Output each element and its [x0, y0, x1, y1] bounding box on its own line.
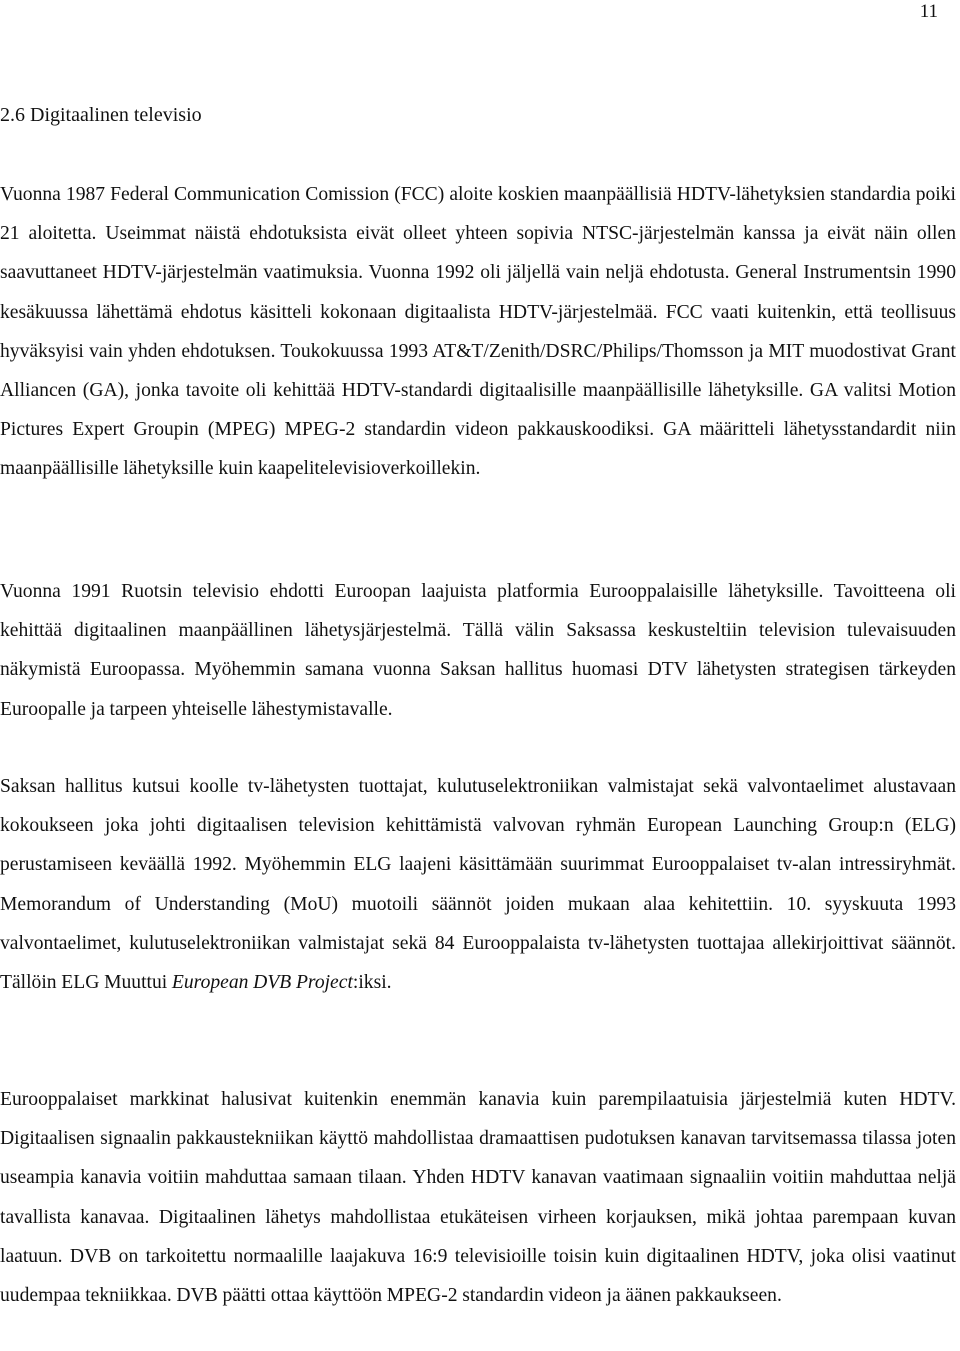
- dvb-project-name: European DVB Project: [171, 972, 353, 994]
- paragraph-sweden-proposal: Vuonna 1991 Ruotsin televisio ehdotti Euroopan laajuista platformia Eurooppalaisille lähetyksille. Tavoitteena oli kehittää digitaalinen maanpäällinen lähetysjärjestelmä. Tällä välin Saksassa keskusteltiin television tulevaisuuden näkymistä Euroopassa. Myöhemmin samana vuonna Saksan hallitus huomasi DTV lähetysten strategisen tärkeyden Euroopalle ja tarpeen yhteiselle lähestymistavalle.: [0, 581, 956, 720]
- paragraph-elg-suffix: :iksi.: [352, 972, 392, 994]
- paragraph-fcc-hdtv: Vuonna 1987 Federal Communication Comission (FCC) aloite koskien maanpäällisiä HDTV-lähetyksien standardia poiki 21 aloitetta. Useimmat näistä ehdotuksista eivät olleet yhteen sopivia NTSC-järjestelmän kanssa ja eivät näin ollen saavuttaneet HDTV-järjestelmän vaatimuksia. Vuonna 1992 oli jäljellä vain neljä ehdotusta. General Instrumentsin 1990 kesäkuussa lähettämä ehdotus käsitteli kokonaan digitaalista HDTV-järjestelmää. FCC vaati kuitenkin, että teollisuus hyväksyisi vain yhden ehdotuksen. Toukokuussa 1993 AT&T/Zenith/DSRC/Philips/Thomsson ja MIT muodostivat Grant Alliancen (GA), jonka tavoite oli kehittää HDTV-standardi digitaalisille maanpäällisille lähetyksille. GA valitsi Motion Pictures Expert Groupin (MPEG) MPEG-2 standardin videon pakkauskoodiksi. GA määritteli lähetysstandardit niin maanpäällisille lähetyksille kuin kaapelitelevisioverkoillekin.: [0, 184, 956, 480]
- paragraph-dvb-markets: Eurooppalaiset markkinat halusivat kuitenkin enemmän kanavia kuin parempilaatuisia järjestelmiä kuten HDTV. Digitaalisen signaalin pakkaustekniikan käyttö mahdollistaa dramaattisen pudotuksen kanavan tarvitsemassa tilassa joten useampia kanavia voitiin mahduttaa samaan tilaan. Yhden HDTV kanavan vaatimaan signaaliin voitiin mahduttaa neljä tavallista kanavaa. Digitaalinen lähetys mahdollistaa etukäteisen virheen korjauksen, mikä johtaa parempaan kuvan laatuun. DVB on tarkoitettu normaalille laajakuva 16:9 televisioille toisin kuin digitaalinen HDTV, joka olisi vaatinut uudempaa tekniikkaa. DVB päätti ottaa käyttöön MPEG-2 standardin videon ja äänen pakkaukseen.: [0, 1089, 956, 1307]
- section-heading: 2.6 Digitaalinen televisio: [0, 104, 202, 126]
- page-number: 11: [919, 1, 938, 22]
- paragraph-elg-text: Saksan hallitus kutsui koolle tv-lähetysten tuottajat, kulutuselektroniikan valmistajat sekä valvontaelimet alustavaan kokoukseen joka johti digitaalisen television kehittämistä valvovan ryhmän European Launching Group:n (ELG) perustamiseen keväällä 1992. Myöhemmin ELG laajeni käsittämään suurimmat Eurooppalaiset tv-alan intressiryhmät. Memorandum of Understanding (MoU) muotoili säännöt joiden mukaan alaa kehitettiin. 10. syyskuuta 1993 valvontaelimet, kulutuselektroniikan valmistajat sekä 84 Eurooppalaista tv-lähetysten tuottajaa allekirjoittivat säännöt. Tällöin ELG Muuttui: [0, 776, 956, 994]
- paragraph-elg: [0, 767, 956, 1002]
